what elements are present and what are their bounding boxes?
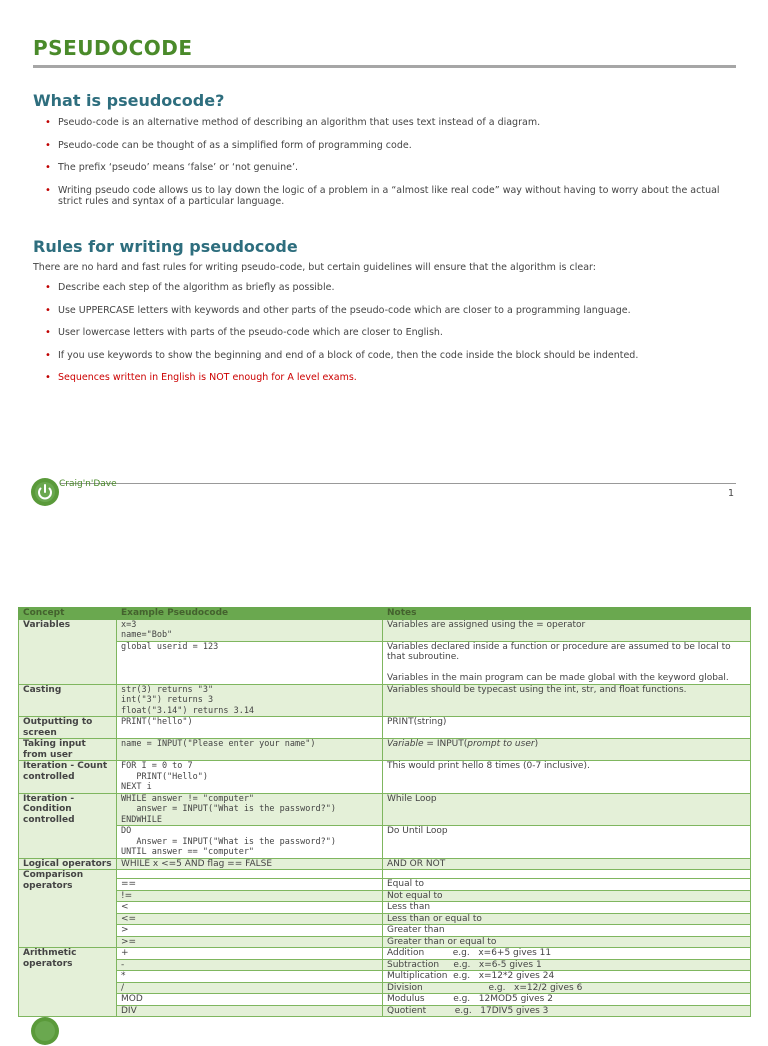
code-cell: > — [117, 925, 383, 937]
note-italic-part: Variable — [387, 739, 424, 749]
bullet-item: • The prefix ‘pseudo’ means ‘false’ or ‘not genuine’. — [45, 162, 735, 174]
code-cell: != — [117, 890, 383, 902]
power-logo-icon — [30, 477, 60, 507]
code-cell: FOR I = 0 to 7 PRINT("Hello") NEXT i — [117, 761, 383, 794]
note-cell: Variables should be typecast using the int, str, and float functions. — [383, 684, 751, 717]
section-heading-what-is: What is pseudocode? — [33, 91, 225, 110]
note-cell: Greater than — [383, 925, 751, 937]
code-cell: MOD — [117, 994, 383, 1006]
bullet-item: • Pseudo-code is an alternative method of describing an algorithm that uses text instead of a diagram. — [45, 117, 735, 129]
code-cell: name = INPUT("Please enter your name") — [117, 739, 383, 761]
table-row — [19, 826, 751, 859]
table-row — [19, 925, 751, 937]
section-heading-rules: Rules for writing pseudocode — [33, 237, 298, 256]
note-cell: Greater than or equal to — [383, 936, 751, 948]
note-cell: Modulus e.g. 12MOD5 gives 2 — [383, 994, 751, 1006]
rules-intro: There are no hard and fast rules for writing pseudo-code, but certain guidelines will ensure that the algorithm is clear: — [33, 262, 596, 273]
bullet-item: • Use UPPERCASE letters with keywords and other parts of the pseudo-code which are closer to a programming language. — [45, 305, 735, 317]
note-italic-part: prompt to user — [467, 739, 535, 749]
code-cell: <= — [117, 913, 383, 925]
table-row — [19, 761, 751, 794]
table-row — [19, 793, 751, 826]
note-cell: Less than or equal to — [383, 913, 751, 925]
table-row — [19, 959, 751, 971]
code-cell: + — [117, 948, 383, 960]
power-logo-icon — [30, 1016, 60, 1046]
table-row — [19, 717, 751, 739]
code-cell: - — [117, 959, 383, 971]
note-cell: Division e.g. x=12/2 gives 6 — [383, 982, 751, 994]
concept-cell: Variables — [19, 619, 117, 684]
code-cell: WHILE answer != "computer" answer = INPUT("What is the password?") ENDWHILE — [117, 793, 383, 826]
concept-cell: Casting — [19, 684, 117, 717]
concept-cell: Comparison operators — [19, 870, 117, 948]
footer-divider — [60, 483, 736, 484]
page-title: PSEUDOCODE — [33, 36, 193, 60]
code-cell: / — [117, 982, 383, 994]
bullet-item: • User lowercase letters with parts of the pseudo-code which are closer to English. — [45, 327, 735, 339]
concept-cell: Arithmetic operators — [19, 948, 117, 1017]
note-cell: Multiplication e.g. x=12*2 gives 24 — [383, 971, 751, 983]
code-cell: * — [117, 971, 383, 983]
note-cell: Quotient e.g. 17DIV5 gives 3 — [383, 1005, 751, 1017]
table-row — [19, 739, 751, 761]
concept-cell: Iteration - Condition controlled — [19, 793, 117, 858]
code-cell: x=3 name="Bob" — [117, 619, 383, 641]
table-header-row — [19, 608, 751, 620]
title-divider — [33, 65, 736, 68]
bullet-item: • If you use keywords to show the beginning and end of a block of code, then the code inside the block should be indented. — [45, 350, 735, 362]
note-cell: While Loop — [383, 793, 751, 826]
code-cell — [117, 870, 383, 879]
code-cell: < — [117, 902, 383, 914]
code-cell: DO Answer = INPUT("What is the password?") UNTIL answer == "computer" — [117, 826, 383, 859]
table-row — [19, 994, 751, 1006]
note-cell — [383, 739, 751, 761]
bullet-item: • Writing pseudo code allows us to lay down the logic of a problem in a “almost like real code” way without having to worry about the actual strict rules and syntax of a particular language. — [45, 185, 735, 208]
note-part: = INPUT( — [423, 739, 468, 749]
table-row — [19, 971, 751, 983]
footer-author: Craig'n'Dave — [59, 479, 117, 489]
rules-bullet-list — [45, 282, 735, 395]
note-cell: This would print hello 8 times (0-7 inclusive). — [383, 761, 751, 794]
note-cell: Addition e.g. x=6+5 gives 11 — [383, 948, 751, 960]
header-concept: Concept — [19, 608, 117, 620]
table-row — [19, 641, 751, 684]
table-row — [19, 879, 751, 891]
code-cell: global userid = 123 — [117, 641, 383, 684]
code-cell: WHILE x <=5 AND flag == FALSE — [117, 858, 383, 870]
what-is-bullet-list — [45, 117, 735, 219]
pseudocode-table — [18, 607, 751, 1017]
note-part: ) — [534, 739, 539, 749]
table-row — [19, 913, 751, 925]
table-row — [19, 858, 751, 870]
bullet-item-warning: • Sequences written in English is NOT enough for A level exams. — [45, 372, 735, 384]
concept-cell: Outputting to screen — [19, 717, 117, 739]
note-cell: Variables are assigned using the = operator — [383, 619, 751, 641]
table-row — [19, 684, 751, 717]
table-row — [19, 870, 751, 879]
header-notes: Notes — [383, 608, 751, 620]
table-row — [19, 948, 751, 960]
note-cell: Equal to — [383, 879, 751, 891]
note-cell: Less than — [383, 902, 751, 914]
note-cell: AND OR NOT — [383, 858, 751, 870]
table-row — [19, 982, 751, 994]
table-row — [19, 936, 751, 948]
code-cell: >= — [117, 936, 383, 948]
concept-cell: Taking input from user — [19, 739, 117, 761]
code-cell: PRINT("hello") — [117, 717, 383, 739]
bullet-item: • Pseudo-code can be thought of as a simplified form of programming code. — [45, 140, 735, 152]
table-row — [19, 619, 751, 641]
note-cell — [383, 870, 751, 879]
table-row — [19, 902, 751, 914]
note-cell: PRINT(string) — [383, 717, 751, 739]
code-cell: == — [117, 879, 383, 891]
table-row — [19, 1005, 751, 1017]
code-cell: str(3) returns "3" int("3") returns 3 float("3.14") returns 3.14 — [117, 684, 383, 717]
note-cell: Not equal to — [383, 890, 751, 902]
page-number: 1 — [728, 488, 735, 499]
header-example: Example Pseudocode — [117, 608, 383, 620]
note-cell: Subtraction e.g. x=6-5 gives 1 — [383, 959, 751, 971]
concept-cell: Logical operators — [19, 858, 117, 870]
note-cell: Variables declared inside a function or procedure are assumed to be local to that subroutine. Variables in the main program can be made global with the keyword global. — [383, 641, 751, 684]
table-row — [19, 890, 751, 902]
note-cell: Do Until Loop — [383, 826, 751, 859]
concept-cell: Iteration - Count controlled — [19, 761, 117, 794]
code-cell: DIV — [117, 1005, 383, 1017]
bullet-item: • Describe each step of the algorithm as briefly as possible. — [45, 282, 735, 294]
